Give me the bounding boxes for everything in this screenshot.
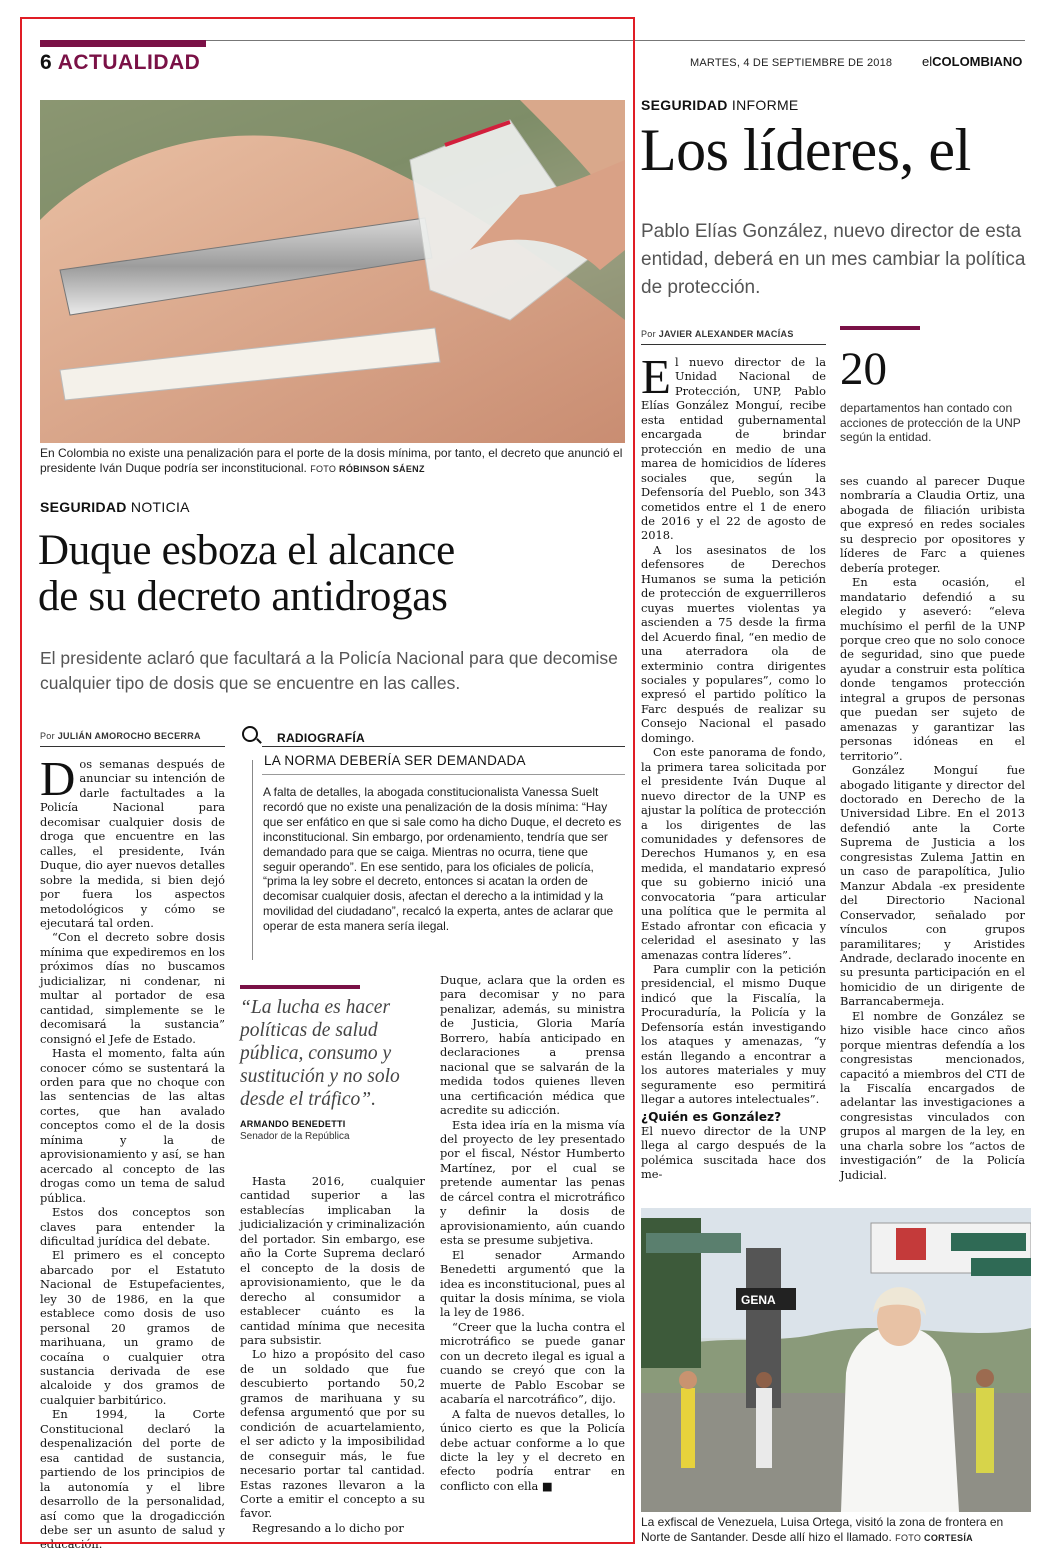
left-photo-credit-label: FOTO	[310, 464, 337, 474]
quote-accent-bar	[240, 985, 360, 989]
right-col1-p3: Con este panorama de fondo, la primera tarea solicitada por el presidente Iván Duque al nuevo director de la UNP es ajustar la política de protección a los dirigentes de las comunidades y defensores de Derechos Humanos y, en esa medida, el mandatario expresó que su gobierno inició una convocatoria “para articular una política que le permita al Estado afrontar con eficacia y celeridad el asesinato y las amenazas contra líderes”.	[641, 745, 826, 962]
left-col3-p2: Esta idea iría en la misma vía del proyecto de ley presentado por el fiscal, Néstor Humberto Martínez, por el cual se pretende aumentar las penas de cárcel contra el microtráfico y definir la dosis de aprovisionamiento, aún cuando esta se presume subjetiva.	[440, 1117, 625, 1248]
pull-quote: “La lucha es hacer políticas de salud pública, consumo y sustitución y no solo desde el tráfico”.	[240, 997, 400, 1110]
right-photo-credit-name: CORTESÍA	[924, 1533, 973, 1543]
left-dropcap: D	[40, 751, 76, 806]
left-col3-p1: Duque, aclara que la orden es para decomisar y no para penalizar, además, su ministra de Justicia, Gloria María Borrero, había anticipado en declaraciones a prensa nacional que se salvarán de la medida todos quienes lleven una certificación médica que acredite su adicción.	[440, 973, 625, 1118]
right-col1-p1: l nuevo director de la Unidad Nacional de Protección, UNP, Pablo Elías González Monguí, recibe esta entidad gubernamental encargada de brindar protección en medio de una marea de homicidios de líderes sociales que, según la Defensoría del Pueblo, son 343 cometidos entre el 1 de enero de 2016 y el 22 de agosto de 2018.	[641, 355, 826, 543]
left-col2-p2: Lo hizo a propósito del caso de un soldado que fue descubierto portando 50,2 gramos de marihuana y su defensa argumentó que por su condición de acuartelamiento, el ser adicto y la imposibilidad de conseguir más, le fue necesario portar tal cantidad. Estas razones llevaron a la Corte a emitir el concepto a su favor.	[240, 1347, 425, 1521]
left-photo-credit-name: RÓBINSON SÁENZ	[339, 464, 425, 474]
photo-sign-text: GENA	[741, 1293, 776, 1307]
drugs-photo	[40, 100, 625, 443]
section-color-bar	[40, 40, 206, 47]
drugs-photo-illustration	[40, 100, 625, 443]
right-subhead: ¿Quién es González?	[641, 1109, 782, 1124]
magnifier-handle-icon	[256, 738, 262, 744]
right-photo-credit-label: FOTO	[895, 1533, 922, 1543]
left-col3-p4: “Creer que la lucha contra el microtráfico se puede ganar con un decreto ilegal es igual a cuando se creyó que con la muerte de Pablo Escobar se acabaría el narcotráfico”, dijo.	[440, 1319, 625, 1407]
left-headline-line-1: Duque esboza el alcance	[38, 527, 455, 574]
right-kicker-section: SEGURIDAD	[641, 97, 728, 113]
right-byline-rule	[641, 344, 826, 345]
radiografia-left-border	[252, 760, 253, 960]
left-deck: El presidente aclaró que facultará a la Policía Nacional para que decomise cualquier tipo de dosis que se encuentre en las calles.	[40, 648, 618, 693]
radiografia-head-rule	[262, 774, 625, 775]
left-photo-caption-text: En Colombia no existe una penalización para el porte de la dosis mínima, por tanto, el decreto que anunció el presidente Iván Duque podría ser inconstitucional.	[40, 446, 623, 475]
left-kicker-type: NOTICIA	[130, 499, 190, 515]
left-col2-p3: Regresando a lo dicho por	[252, 1520, 404, 1535]
left-col1-p3: Hasta el momento, falta aún conocer cómo se sustentará la orden para que no choque con las sentencias de las altas cortes, que han avalado conceptos como el de la dosis mínima y la de aprovisionamiento y así, se han acercado al concepto de las drogas como un tema de salud pública.	[40, 1046, 225, 1205]
right-dropcap: E	[641, 349, 671, 404]
right-byline-name: JAVIER ALEXANDER MACÍAS	[658, 329, 794, 339]
left-col3-p3: El senador Armando Benedetti argumentó que la idea es inconstitucional, pues al quitar la dosis mínima, se viola la ley de 1986.	[440, 1247, 625, 1320]
left-col1-p2: “Con el decreto sobre dosis mínima que expediremos en los próximos días no buscamos judicializar, ni condenar, ni multar al portador de esa cantidad, simplemente se le decomisará la sustancia” consignó el Jefe de Estado.	[40, 930, 225, 1046]
left-photo-caption	[40, 446, 625, 477]
page-number: 6	[40, 51, 52, 74]
brand-name: COLOMBIANO	[932, 54, 1023, 69]
right-photo-credit	[895, 1533, 973, 1543]
right-col1-p2: A los asesinatos de los defensores de Derechos Humanos se suma la petición de protección de exguerrilleros cuyas muertes violentas ya ascienden a 75 desde la firma del Acuerdo final, “en medio de una aterradora ola de exterminio contra dirigentes sociales y populares”, como lo expresó el partido político la Farc después de realizar su Consejo Nacional el pasado domingo.	[641, 542, 826, 745]
stat-description: departamentos han contado con acciones de protección de la UNP según la entidad.	[840, 401, 1021, 444]
luisa-ortega-photo	[641, 1208, 1031, 1512]
left-col1-p6: En 1994, la Corte Constitucional declaró la despenalización del porte de esa cantidad de sustancia, partiendo de los principios de la autonomía y el libre desarrollo de la personalidad, así como que la drogadicción debe ser un asunto de salud y educación.	[40, 1407, 225, 1552]
stat-accent-bar	[840, 326, 920, 330]
radiografia-title: RADIOGRAFÍA	[277, 731, 365, 745]
radiografia-top-rule	[262, 746, 625, 747]
right-column-1	[641, 349, 826, 1182]
left-column-1	[40, 751, 225, 1552]
right-col2-p3: González Monguí fue abogado litigante y director del doctorado en Derecho de la Universidad Libre. En el 2013 defendió ante la Corte Suprema de Justicia a los congresistas Zulema Jattin en un caso de parapolítica, Julio Manzur Abdala -ex presidente del Directorio Nacional Conservador, señalado por vínculos con grupos paramilitares; y Aristides Andrade, declarado inocente en su presunta participación en el homicidio de un dirigente de Barrancabermeja.	[840, 763, 1025, 1009]
left-kicker	[40, 499, 190, 515]
stat-number: 20	[840, 343, 887, 395]
right-kicker-type: INFORME	[731, 97, 799, 113]
left-col1-p1: os semanas después de anunciar su intención de darle factultades a la Policía Nacional para decomisar cualquier dosis de droga que encuentre en las calles, el presidente, Iván Duque, dio ayer nuevos detalles sobre la medida, si bien dejó por fuera los aspectos metodológicos y cómo se ejecutará tal orden.	[40, 757, 225, 930]
left-headline-line-2: de su decreto antidrogas	[38, 573, 448, 620]
left-column-2	[240, 1174, 425, 1535]
section-name: ACTUALIDAD	[57, 51, 201, 74]
radiografia-text: A falta de detalles, la abogada constitucionalista Vanessa Suelt recordó que no existe una penalización de la dosis mínima: “Hay que ser enfático en que si sale como ha dicho Duque, el decreto es inconstitucional. Sin embargo, por ordenamiento, tendría que ser demandado para que se caiga. Mientras no ocurra, tiene que seguir operando”. En ese sentido, para los oficiales de policía, “prima la ley sobre el decreto, entonces si acatan la orden de decomisar cualquier dosis, afectan el derecho a la intimidad y la movilidad del ciudadano”, recalcó la experta, antes de aclarar que operar de esta manera sería ilegal.	[263, 785, 622, 934]
left-col3-p5: A falta de nuevos detalles, lo único cierto es que la Policía debe actuar conforme a lo que dicte la ley y el decreto en efecto podría entrar en conflicto con ella ■	[440, 1406, 625, 1493]
left-kicker-section: SEGURIDAD	[40, 499, 127, 515]
quote-author-role: Senador de la República	[240, 1131, 350, 1142]
border-scene-illustration	[641, 1208, 1031, 1512]
right-photo-caption	[641, 1515, 1031, 1546]
right-kicker	[641, 97, 799, 113]
right-column-2	[840, 474, 1025, 1182]
newspaper-brand	[922, 54, 1022, 69]
right-col2-p4: El nombre de González se hizo visible hace cinco años porque mientras defendía a los congresistas mencionados, capacitó a miembros del CTI de la Fiscalía encargados de adelantar las investigaciones a congresistas vinculados con grupos al margen de la ley, en una charla sobre los “actos de investigación” de la Policía Judicial.	[840, 1008, 1025, 1182]
quote-author: ARMANDO BENEDETTI	[240, 1119, 346, 1129]
left-byline-por: Por	[40, 731, 55, 741]
right-col2-p2: En esta ocasión, el mandatario defendió a su elegido y aseveró: “eleva muchísimo el perfil de la UNP porque creo que no solo conoce de seguridad, sino que puede ayudar a construir esta política donde tengamos protección integral a grupos de personas que puedan ser sujeto de amenazas y garantizar las personas idóneas en el territorio”.	[840, 575, 1025, 763]
left-byline-rule	[40, 746, 225, 747]
left-column-3	[440, 973, 625, 1493]
left-byline-name: JULIÁN AMOROCHO BECERRA	[57, 731, 201, 741]
issue-date: MARTES, 4 DE SEPTIEMBRE DE 2018	[690, 57, 893, 69]
right-byline	[641, 329, 794, 339]
page-header	[40, 51, 200, 75]
right-byline-por: Por	[641, 329, 656, 339]
left-col2-p1: Hasta 2016, cualquier cantidad superior a las establecías implicaban la judicialización y criminalización del portador. Sin embargo, ese año la Corte Suprema declaró el concepto de la dosis de aprovisionamiento, que le da derecho al consumidor a establecer cuánto es la cantidad mínima que necesita para subsistir.	[240, 1174, 425, 1347]
right-photo-caption-text: La exfiscal de Venezuela, Luisa Ortega, visitó la zona de frontera en Norte de Santander. Desde allí hizo el llamado.	[641, 1515, 1004, 1544]
left-photo-credit	[310, 464, 425, 474]
right-deck: Pablo Elías González, nuevo director de esta entidad, deberá en un mes cambiar la política de protección.	[641, 221, 1026, 298]
radiografia-heading: LA NORMA DEBERÍA SER DEMANDADA	[264, 753, 526, 768]
right-headline: Los líderes, el	[640, 117, 971, 183]
brand-prefix: el	[922, 54, 933, 69]
right-col1-p5: El nuevo director de la UNP llega al cargo después de la polémica suscitada hace dos me-	[641, 1124, 826, 1182]
left-headline	[38, 528, 633, 620]
left-col1-p4: Estos dos conceptos son claves para entender la dificultad jurídica del debate.	[40, 1205, 225, 1248]
left-col1-p5: El primero es el concepto abarcado por el Estatuto Nacional de Estupefacientes, ley 30 de 1986, en la que establece como dosis de uso personal 20 gramos de marihuana, un gramo de cocaína o cualquier otra sustancia derivada de ese alcaloide y dos gramos de cualquier barbitúrico.	[40, 1248, 225, 1407]
left-byline	[40, 731, 201, 741]
right-col1-p4: Para cumplir con la petición presidencial, el mismo Duque indicó que la Fiscalía, la Procuraduría, la Policía y la Defensoría están investigando los ataques y amenazas, “y están llegando a encontrar a los autores materiales y muy seguramente eso permitirá llegar a autores intelectuales”.	[641, 962, 826, 1107]
right-col2-p1: ses cuando al parecer Duque nombraría a Claudia Ortiz, una abogada de filiación uribista que expresó en redes sociales su desprecio por opositores y líderes de Farc a quienes debería proteger.	[840, 474, 1025, 575]
